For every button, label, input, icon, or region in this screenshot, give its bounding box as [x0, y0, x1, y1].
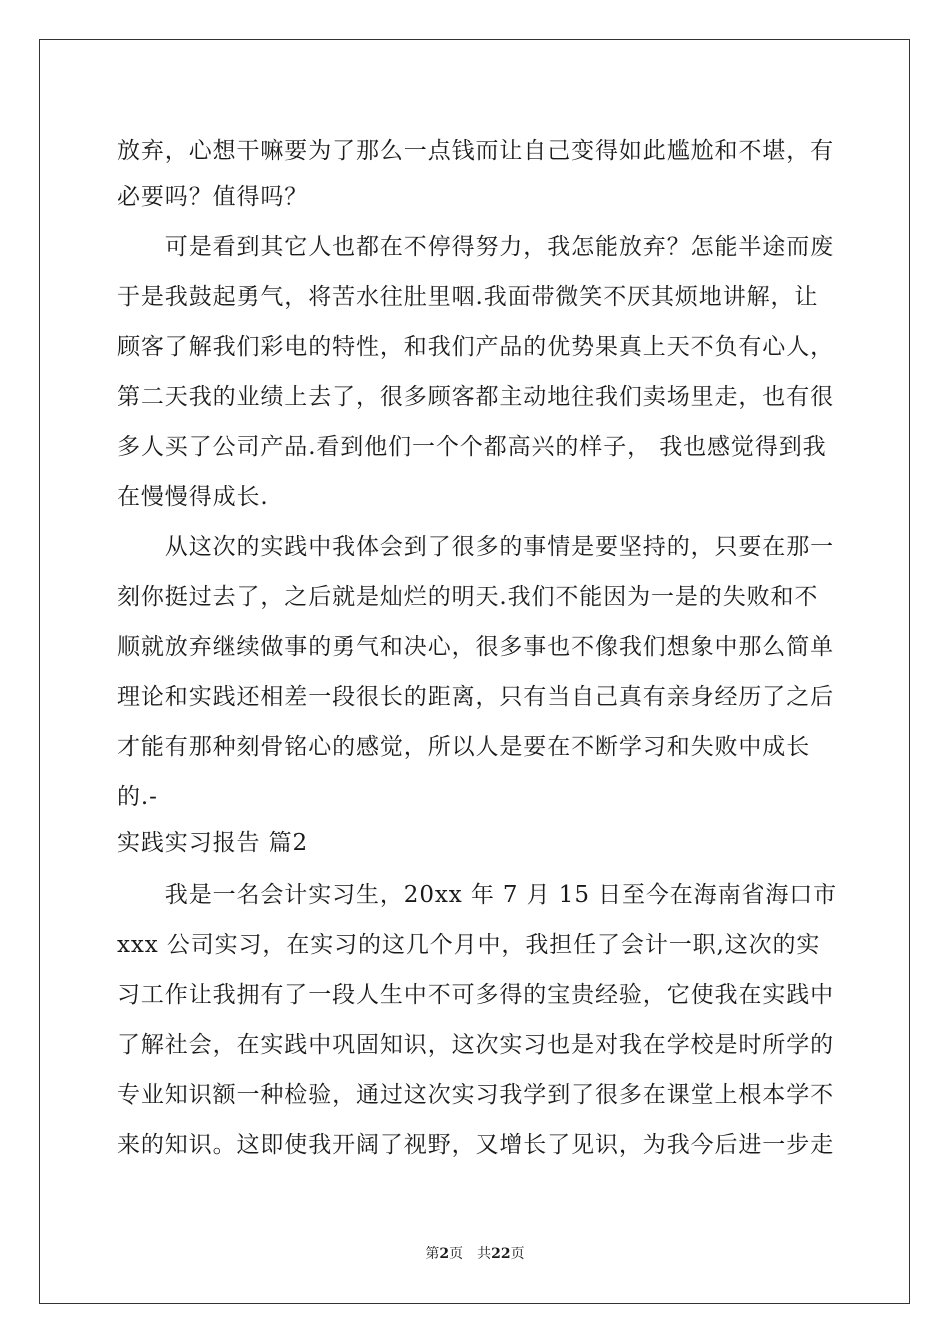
- text-line: 我是一名会计实习生，20xx 年 7 月 15 日至今在海南省海口市: [117, 882, 838, 908]
- text-line: 于是我鼓起勇气，将苦水往肚里咽.我面带微笑不厌其烦地讲解，让: [117, 284, 819, 310]
- page-number-total: 22: [491, 1246, 511, 1262]
- text-line: 必要吗？值得吗？: [117, 184, 309, 210]
- text-line: 才能有那种刻骨铭心的感觉，所以人是要在不断学习和失败中成长: [117, 734, 811, 760]
- text-line: 的.-: [117, 784, 158, 810]
- text-line: 多人买了公司产品.看到他们一个个都高兴的样子， 我也感觉得到我: [117, 434, 827, 460]
- page-number-middle: 页 共: [449, 1246, 492, 1262]
- text-line: 习工作让我拥有了一段人生中不可多得的宝贵经验，它使我在实践中: [117, 982, 834, 1008]
- page-number-prefix: 第: [425, 1246, 440, 1262]
- text-line: 刻你挺过去了，之后就是灿烂的明天.我们不能因为一是的失败和不: [117, 584, 819, 610]
- text-line: 来的知识。这即使我开阔了视野，又增长了见识，为我今后进一步走: [117, 1132, 834, 1158]
- text-line: 可是看到其它人也都在不停得努力，我怎能放弃？怎能半途而废: [117, 234, 834, 260]
- text-line: 从这次的实践中我体会到了很多的事情是要坚持的，只要在那一: [117, 534, 834, 560]
- text-line: 放弃，心想干嘛要为了那么一点钱而让自己变得如此尴尬和不堪，有: [117, 138, 834, 164]
- page-border: [39, 39, 910, 1304]
- text-line: 专业知识额一种检验，通过这次实习我学到了很多在课堂上根本学不: [117, 1082, 834, 1108]
- text-line: 顺就放弃继续做事的勇气和决心，很多事也不像我们想象中那么简单: [117, 634, 834, 660]
- text-line: 顾客了解我们彩电的特性，和我们产品的优势果真上天不负有心人，: [117, 334, 834, 360]
- page-footer: [0, 1245, 950, 1263]
- page-number-suffix: 页: [510, 1246, 525, 1262]
- text-line: 第二天我的业绩上去了，很多顾客都主动地往我们卖场里走，也有很: [117, 384, 834, 410]
- text-line: xxx 公司实习，在实习的这几个月中，我担任了会计一职,这次的实: [117, 932, 821, 958]
- section-heading: 实践实习报告 篇2: [117, 830, 309, 856]
- text-line: 理论和实践还相差一段很长的距离，只有当自己真有亲身经历了之后: [117, 684, 834, 710]
- text-line: 在慢慢得成长.: [117, 484, 269, 510]
- page-number-current: 2: [439, 1246, 450, 1262]
- text-line: 了解社会，在实践中巩固知识，这次实习也是对我在学校是时所学的: [117, 1032, 834, 1058]
